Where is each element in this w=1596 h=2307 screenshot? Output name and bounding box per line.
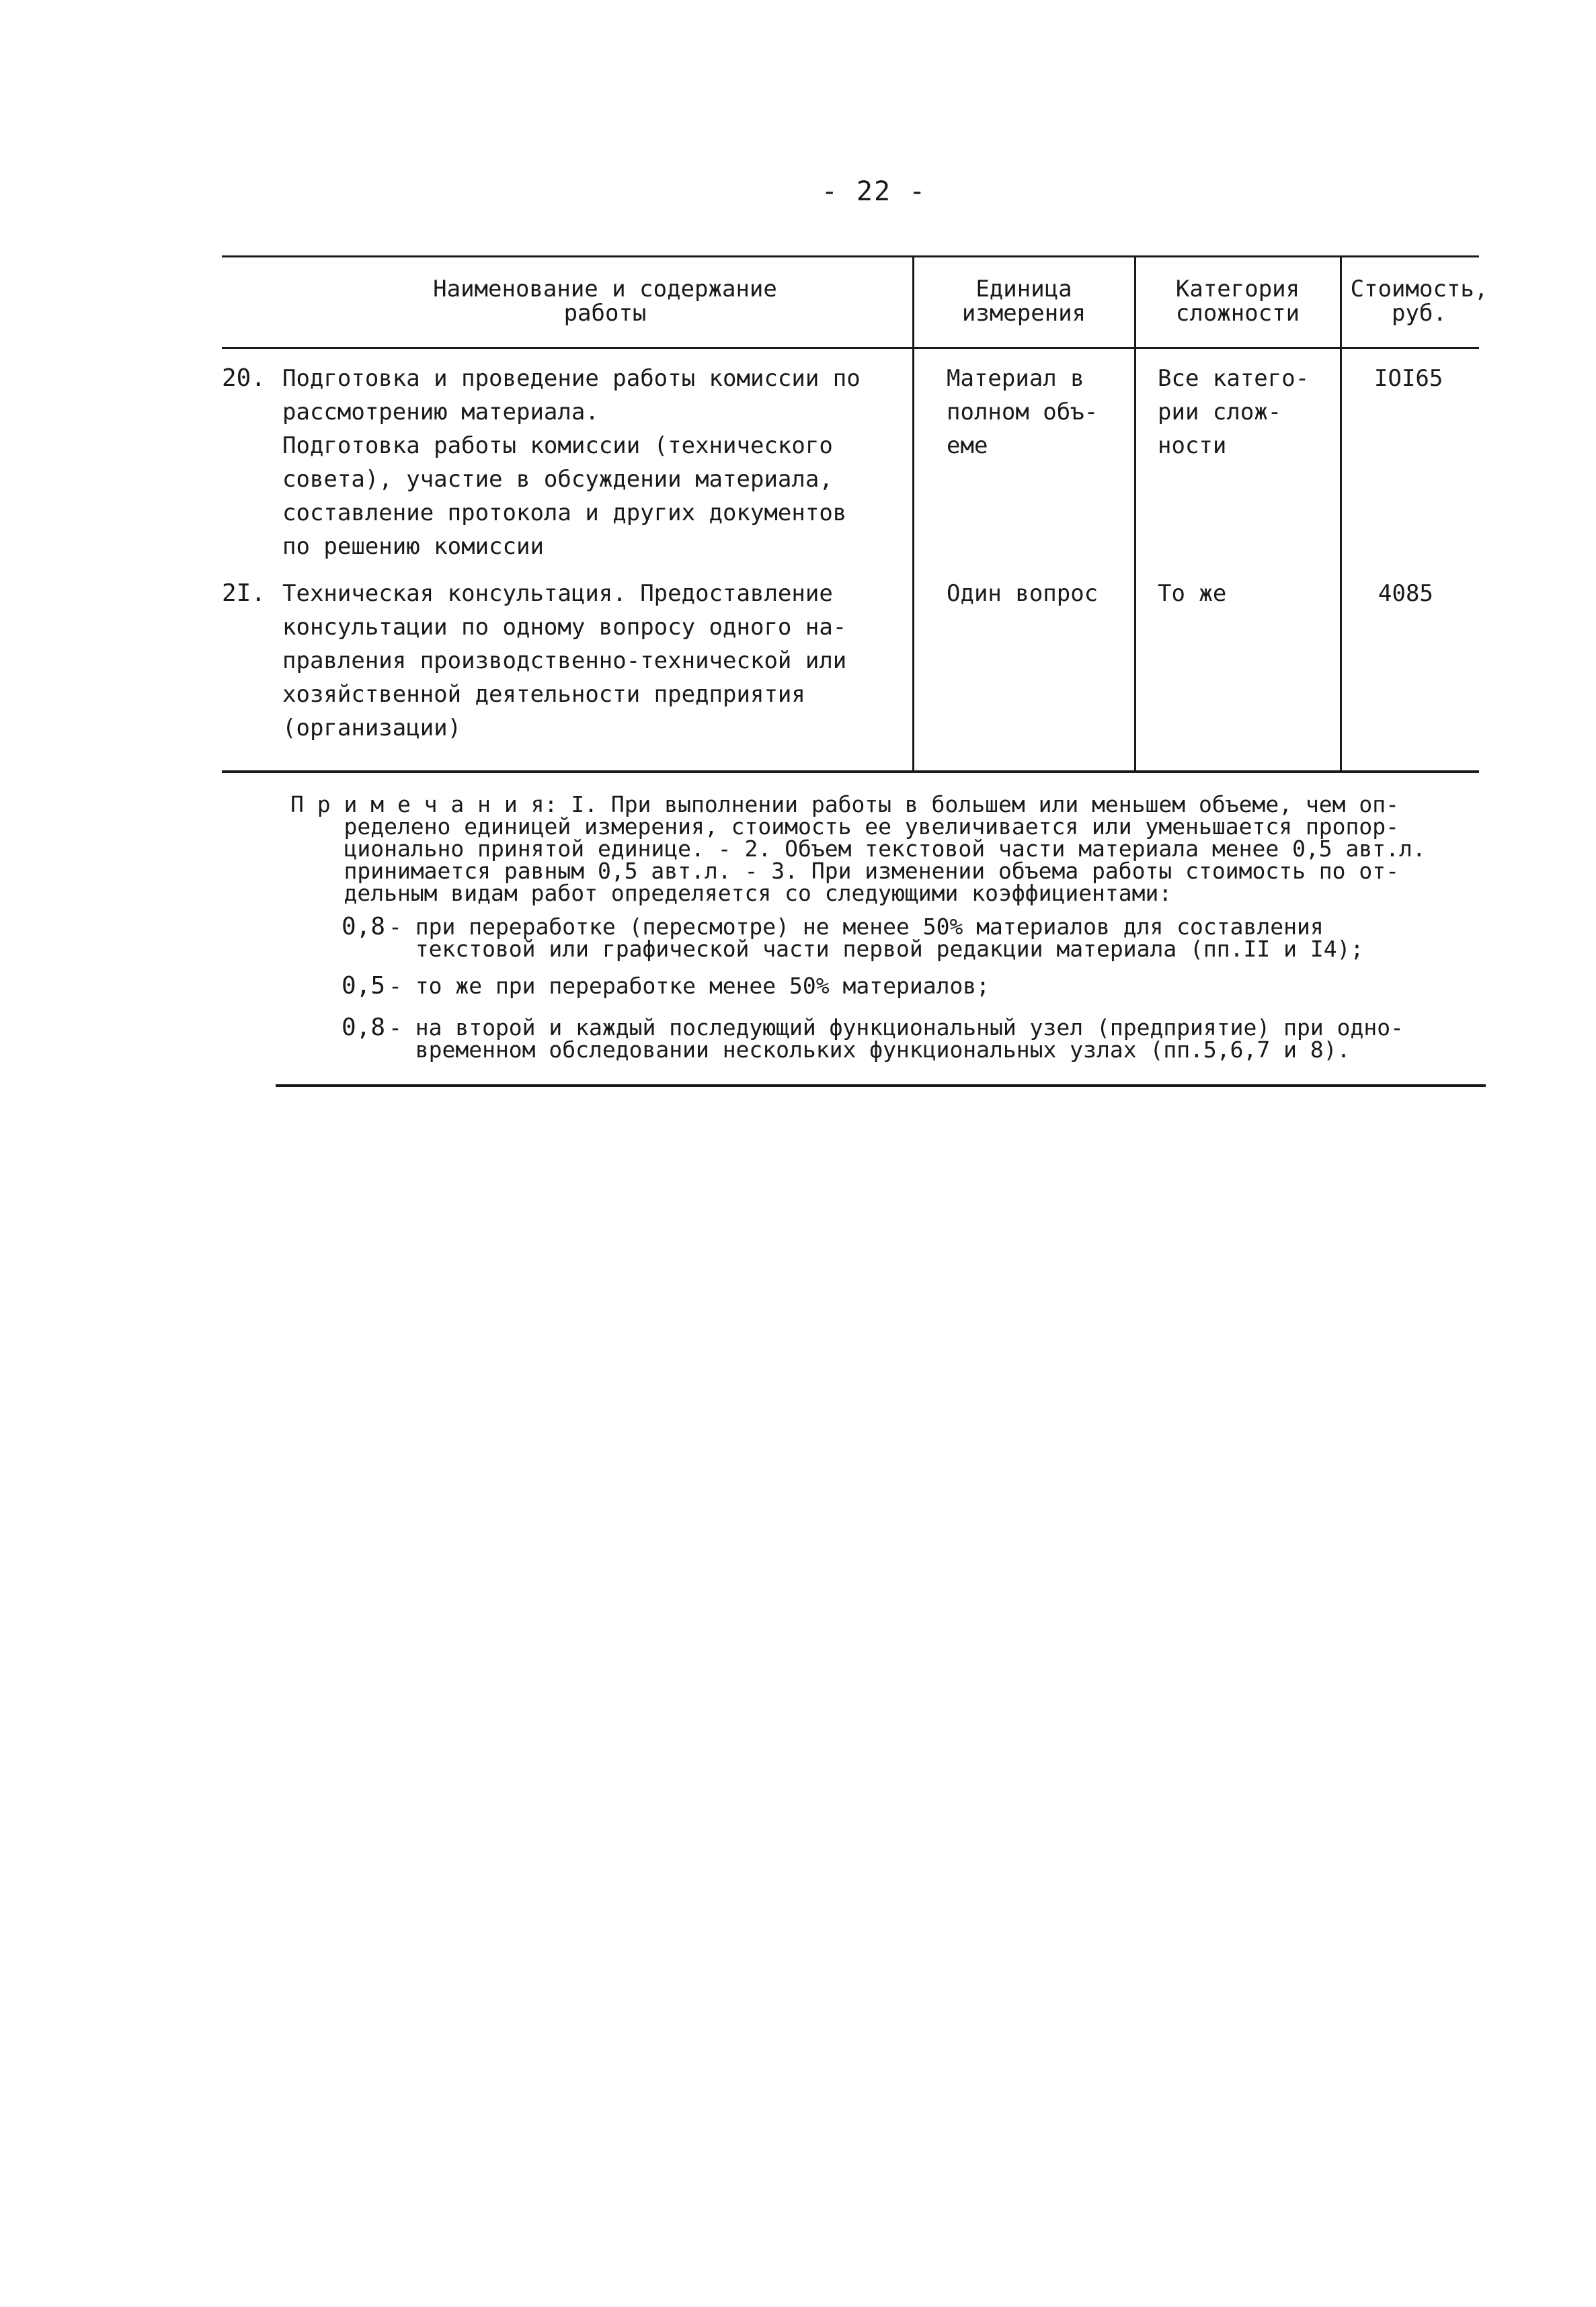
table-header-rule [222, 347, 1479, 349]
coefficient-value: 0,5 [342, 972, 386, 1000]
coefficient-text: - то же при переработке менее 50% материалов; [389, 973, 990, 999]
row-number: 2I. [222, 579, 266, 607]
notes-text: П р и м е ч а н и я: I. При выполнении работы в большем или меньшем объеме, чем оп- ределено единицей измерения, стоимость ее увеличивается или уменьшается пропор- ционально принятой единице. - 2. Объем текстовой части материала менее 0,5 авт.л. принимается равным 0,5 авт.л. - 3. При изменении объема работы стоимость по от- дельным видам работ определяется со следующими коэффициентами: [290, 791, 1426, 906]
header-cost: Стоимость, руб. [1350, 276, 1488, 327]
header-name: Наименование и содержание работы [433, 276, 777, 327]
table-bottom-rule [222, 770, 1479, 773]
column-divider-1 [912, 257, 914, 771]
coefficient-text: - при переработке (пересмотре) не менее 50% материалов для составления текстовой или графической части первой редакции материала (пп.II и I4); [389, 914, 1364, 962]
row-name: Техническая консультация. Предоставление консультации по одному вопросу одного на- правления производственно-технической или хозяйственной деятельности предприятия (организации) [282, 580, 847, 741]
table-top-rule [222, 255, 1479, 257]
row-number: 20. [222, 364, 266, 392]
header-category: Категория сложности [1175, 276, 1300, 327]
coefficient-value: 0,8 [342, 913, 386, 940]
notes-bottom-rule [276, 1084, 1486, 1087]
coefficient-value: 0,8 [342, 1014, 386, 1041]
row-name: Подготовка и проведение работы комиссии по рассмотрению материала. Подготовка работы комиссии (технического совета), участие в обсуждении материала, составление протокола и других документов по решению комиссии [282, 365, 861, 560]
coefficient-text: - на второй и каждый последующий функциональный узел (предприятие) при одно- временном обследовании нескольких функциональных узлах (пп.5,6,7 и 8). [389, 1014, 1404, 1063]
column-divider-2 [1134, 257, 1136, 771]
column-divider-3 [1340, 257, 1342, 771]
page-number: - 22 - [821, 176, 927, 207]
row-category: Все катего- рии слож- ности [1158, 365, 1310, 459]
row-unit: Материал в полном объ- еме [947, 365, 1099, 459]
row-cost: IOI65 [1374, 365, 1443, 392]
row-cost: 4085 [1378, 580, 1433, 607]
row-unit: Один вопрос [947, 580, 1099, 607]
row-category: То же [1158, 580, 1227, 607]
header-unit: Единица измерения [961, 276, 1086, 327]
